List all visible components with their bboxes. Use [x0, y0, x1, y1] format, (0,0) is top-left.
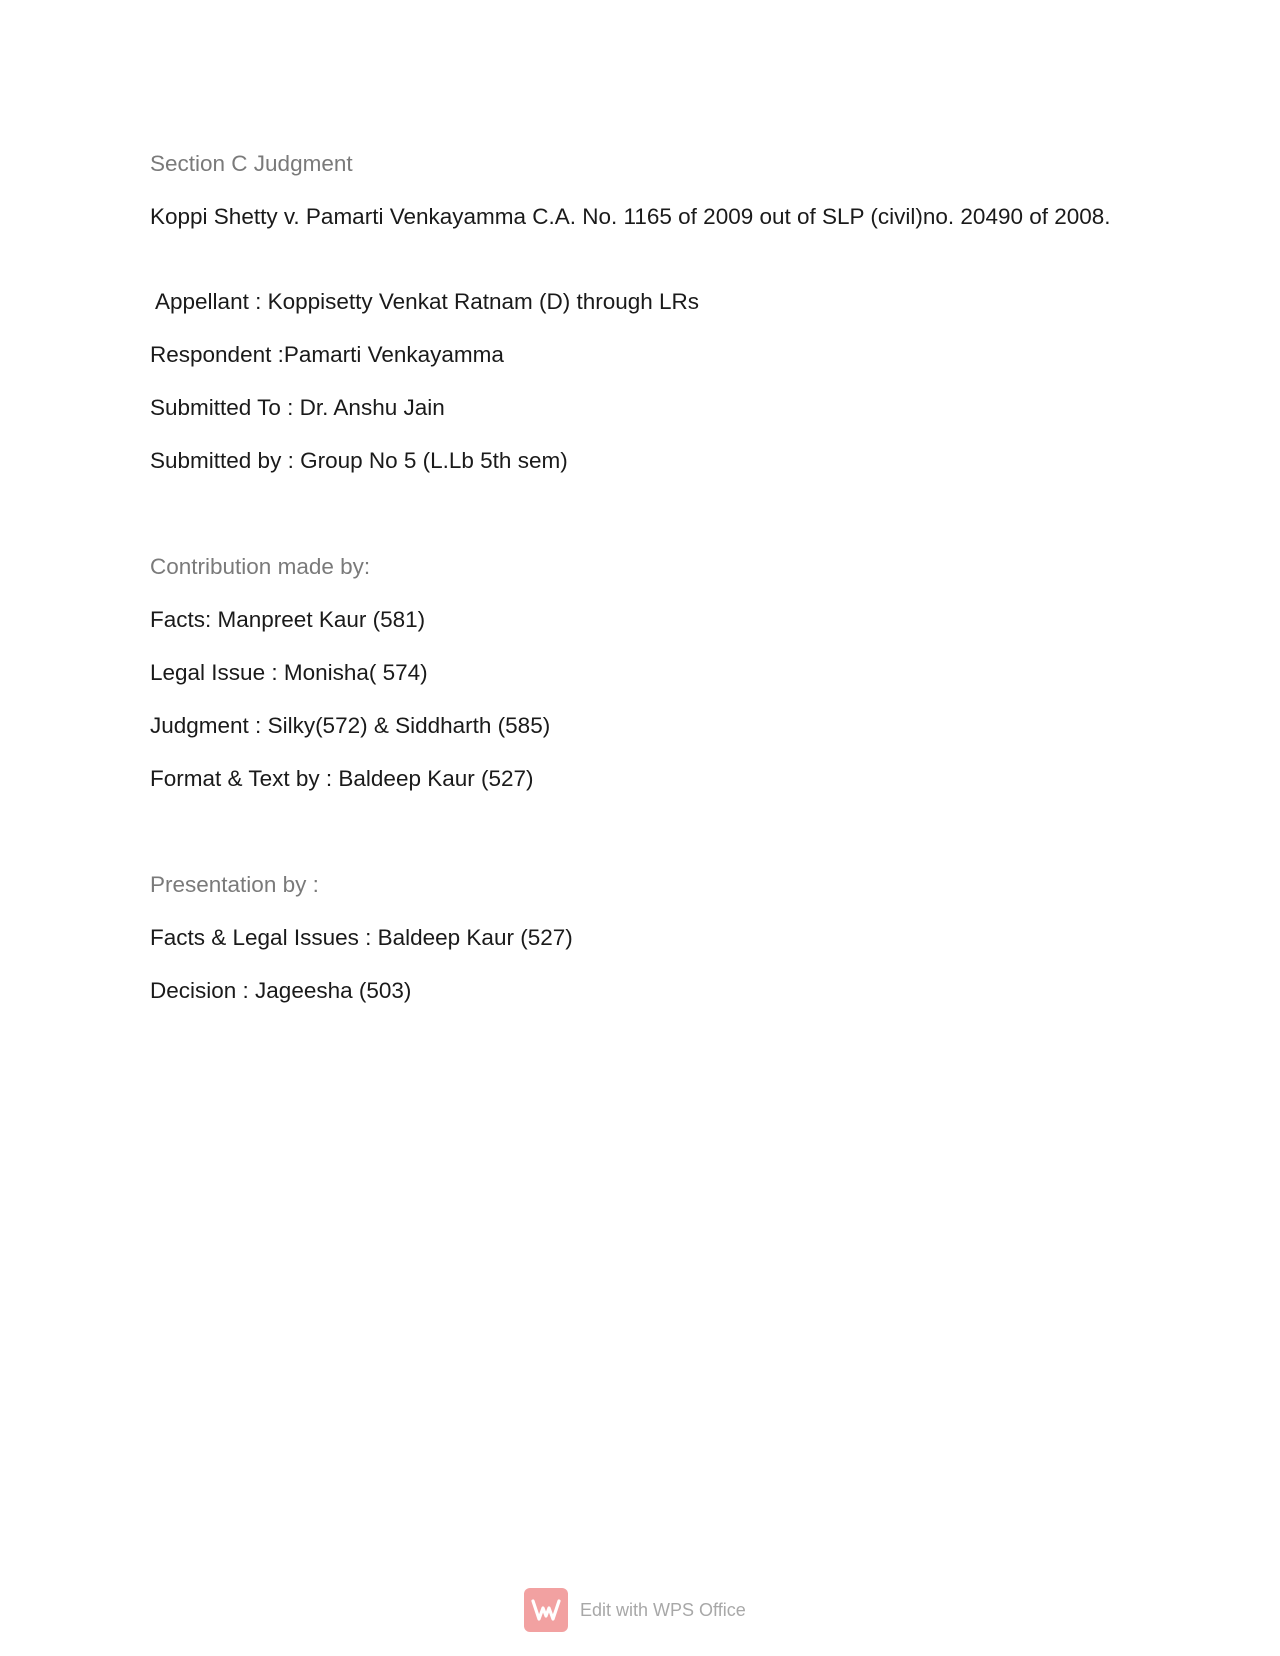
- case-title: Koppi Shetty v. Pamarti Venkayamma C.A. No. 1165 of 2009 out of SLP (civil)no. 20490 of 2008.: [150, 204, 1111, 229]
- contribution-judgment: Judgment : Silky(572) & Siddharth (585): [150, 713, 551, 738]
- contribution-format-text: Format & Text by : Baldeep Kaur (527): [150, 766, 534, 791]
- appellant-line: Appellant : Koppisetty Venkat Ratnam (D) through LRs: [150, 289, 700, 314]
- respondent-line: Respondent :Pamarti Venkayamma: [150, 342, 504, 367]
- presentation-facts-legal: Facts & Legal Issues : Baldeep Kaur (527): [150, 925, 573, 950]
- watermark-text: Edit with WPS Office: [580, 1599, 746, 1620]
- wps-logo-icon: [524, 1588, 568, 1632]
- contribution-legal-issue: Legal Issue : Monisha( 574): [150, 660, 428, 685]
- section-heading: Section C Judgment: [150, 151, 353, 176]
- presentation-decision: Decision : Jageesha (503): [150, 978, 412, 1003]
- submitted-to-line: Submitted To : Dr. Anshu Jain: [150, 395, 445, 420]
- contribution-heading: Contribution made by:: [150, 554, 371, 579]
- presentation-heading: Presentation by :: [150, 872, 319, 897]
- contribution-facts: Facts: Manpreet Kaur (581): [150, 607, 426, 632]
- submitted-by-line: Submitted by : Group No 5 (L.Lb 5th sem): [150, 448, 568, 473]
- wps-watermark[interactable]: [524, 1588, 746, 1632]
